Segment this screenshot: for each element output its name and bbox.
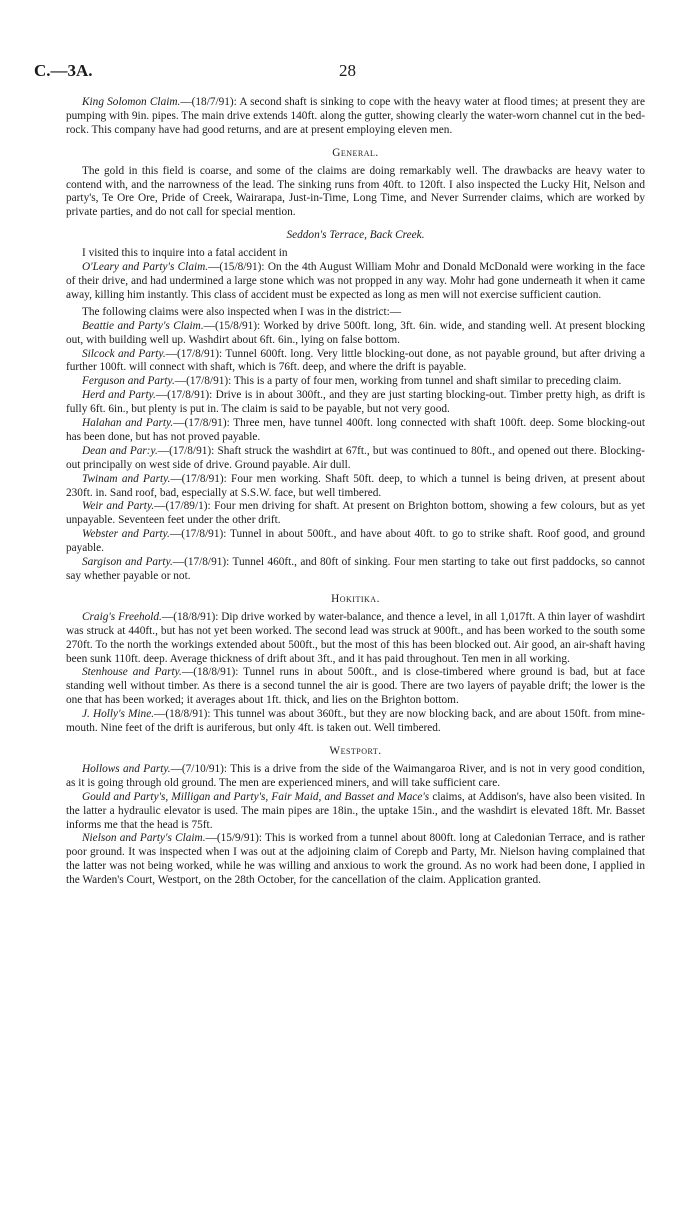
paragraph-gould-milligan [66, 791, 645, 833]
paragraph-king-solomon [66, 96, 645, 138]
claim-title: Weir and Party. [82, 500, 155, 513]
paragraph-craigs-freehold [66, 611, 645, 667]
paragraph-weir [66, 500, 645, 528]
claim-title: Halahan and Party. [82, 417, 174, 430]
paragraph-halahan [66, 417, 645, 445]
section-heading-westport: Westport. [329, 744, 382, 757]
paragraph-beattie [66, 320, 645, 348]
paragraph-twinam [66, 473, 645, 501]
claim-title: Beattie and Party's Claim. [82, 319, 204, 332]
claim-title: O'Leary and Party's Claim. [82, 261, 209, 274]
claim-text: —(17/8/91): Three men, have tunnel 400ft. long connected with shaft 100ft. deep. Some blocking-out has been done, but has not proved payable. [66, 417, 645, 443]
claim-title: Hollows and Party. [82, 762, 171, 775]
page-header [34, 61, 666, 86]
claim-text: claims, at Addison's, have also been visited. In the latter a hydraulic elevator is used. The main pipes are 18in., the uptake 15in., and the washdirt is elevated 18ft. Mr. Basset informs me that the head is 75ft. [66, 790, 645, 831]
report-code: C.—3A. [34, 61, 93, 80]
paragraph-general: The gold in this field is coarse, and some of the claims are doing remarkably well. The drawbacks are heavy water to contend with, and the narrowness of the lead. The sinking runs from 40ft. to 120ft. I also inspected the Lucky Hit, Nelson and party's, Te Ore Ore, Pride of Creek, Wairarapa, Just-in-Time, Long Time, and Never Surrender claims, which are worked by private parties, and do not call for special mention. [66, 164, 645, 219]
document-body [66, 96, 645, 888]
claim-text: —(17/8/91): Four men working. Shaft 50ft. deep, to which a tunnel is being driven, at present about 230ft. in. Sand roof, bad, especially at S.S.W. face, but well timbered. [66, 472, 645, 499]
paragraph-holly [66, 708, 645, 736]
section-heading-hokitika: Hokitika. [331, 592, 380, 605]
claim-text: —(18/8/91): Dip drive worked by water-balance, and thence a level, in all 1,017ft. A thin layer of washdirt was struck at 440ft., but has not yet been worked. The second lead was struck at 900ft., and has been worked to the south some 270ft. To the north the workings extended about 500ft., but the most of this has been blocked out. Air good, an air-shaft having been sunk 110ft. deep. Average thickness of drift about 3ft., and it has paid throughout. Ten men in all working. [66, 610, 645, 665]
paragraph-ferguson [66, 375, 645, 389]
claim-title: J. Holly's Mine. [82, 708, 155, 721]
section-heading-seddon: Seddon's Terrace, Back Creek. [286, 229, 425, 242]
claim-text: —(18/8/91): This tunnel was about 360ft., but they are now blocking back, and are about 150ft. from mine-mouth. Nine feet of the drift is auriferous, but only 4ft. is taken out. Well timbered. [66, 708, 645, 735]
paragraph-following: The following claims were also inspected when I was in the district:— [82, 305, 402, 318]
claim-text: —(17/8/91): Shaft struck the washdirt at 67ft., but was continued to 80ft., and opened out there. Blocking-out principally on west side of drive. Ground payable. Air dull. [66, 444, 645, 471]
claim-text: —(17/8/91): Tunnel in about 500ft., and have about 40ft. to go to strike shaft. Roof good, and ground payable. [66, 528, 646, 555]
claim-text: —(17/8/91): Tunnel 600ft. long. Very little blocking-out done, as not payable ground, but after driving a further 100ft. will connect with shaft, which is 76ft. deep, and where the drift is payable. [66, 347, 645, 374]
claim-title: Sargison and Party. [82, 556, 173, 569]
paragraph-herd [66, 389, 645, 417]
paragraph-sargison [66, 556, 645, 584]
claim-text: —(17/89/1): Four men driving for shaft. At present on Brighton bottom, showing a few colours, but as yet unpayable. Seventeen feet under the other drift. [66, 500, 645, 527]
claim-text: —(15/8/91): On the 4th August William Mohr and Donald McDonald were working in the face of their drive, and had undermined a large stone which was not propped in any way. Mohr had gone underneath it when it came away, killing him instantly. This class of accident must be expected as long as men will not exercise sufficient caution. [66, 261, 645, 301]
claim-title: Twinam and Party. [82, 472, 171, 485]
paragraph-dean [66, 445, 645, 473]
page-number: 28 [339, 61, 356, 80]
claim-title: Dean and Par:y. [82, 444, 158, 457]
paragraph-seddon-intro: I visited this to inquire into a fatal accident in [82, 247, 288, 260]
paragraph-oleary [66, 261, 645, 303]
claim-text: —(18/8/91): Tunnel runs in about 500ft., and is close-timbered where ground is bad, but at face standing well without timber. As there is a second tunnel the air is good. There are two layers of payable drift; the lower is the one that has been worked; it averages about 1ft. thick, and lies on the Brighton bottom. [66, 666, 645, 707]
claim-title: Gould and Party's, Milligan and Party's, Fair Maid, and Basset and Mace's [82, 790, 430, 803]
paragraph-silcock [66, 348, 645, 376]
claim-text: —(17/8/91): This is a party of four men, working from tunnel and shaft similar to preceding claim. [174, 375, 622, 388]
claim-title: Ferguson and Party. [82, 375, 175, 388]
claim-title: Herd and Party. [82, 389, 156, 402]
claim-title: Craig's Freehold. [82, 610, 162, 623]
claim-title: Silcock and Party. [82, 347, 166, 360]
claim-text: —(15/8/91): Worked by drive 500ft. long, 3ft. 6in. wide, and standing well. At present blocking out, with building well up. Washdirt about 6ft. 6in., lying on false bottom. [66, 319, 646, 346]
section-heading-general: General. [332, 146, 379, 159]
claim-title: Nielson and Party's Claim. [82, 832, 206, 845]
paragraph-stenhouse [66, 666, 645, 708]
paragraph-webster [66, 528, 645, 556]
paragraph-nielson [66, 832, 645, 888]
claim-text: —(7/10/91): This is a drive from the side of the Waimangaroa River, and is not in very good condition, as it is going through old ground. The men are experienced miners, and will take sufficient care. [66, 762, 645, 789]
claim-text: —(18/7/91): A second shaft is sinking to cope with the heavy water at flood times; at present they are pumping with 9in. pipes. The main drive extends 140ft. along the gutter, showing clearly the water-worn channel cut in the bed-rock. This company have had good returns, and are at present employing eleven men. [66, 96, 645, 136]
claim-text: —(15/9/91): This is worked from a tunnel about 800ft. long at Caledonian Terrace, and is rather poor ground. It was inspected when I was out at the adjoining claim of Corepb and Party, Mr. Nielson having complained that the latter was not being worked, while he was willing and anxious to work the ground. As no work had been done, I applied in the Warden's Court, Westport, on the 28th October, for the cancellation of the claim. Application granted. [66, 832, 646, 887]
claim-title: Webster and Party. [82, 528, 170, 541]
claim-text: —(17/8/91): Tunnel 460ft., and 80ft of sinking. Four men starting to take out first paddocks, so cannot say whether payable or not. [66, 556, 645, 582]
claim-text: —(17/8/91): Drive is in about 300ft., and they are just starting blocking-out. Timber pretty high, as drift is fully 6ft. 6in., but plenty is put in. The claim is said to be payable, but not very good. [66, 389, 645, 416]
claim-title: Stenhouse and Party. [82, 666, 182, 679]
claim-title: King Solomon Claim. [82, 96, 181, 108]
paragraph-hollows [66, 763, 645, 791]
